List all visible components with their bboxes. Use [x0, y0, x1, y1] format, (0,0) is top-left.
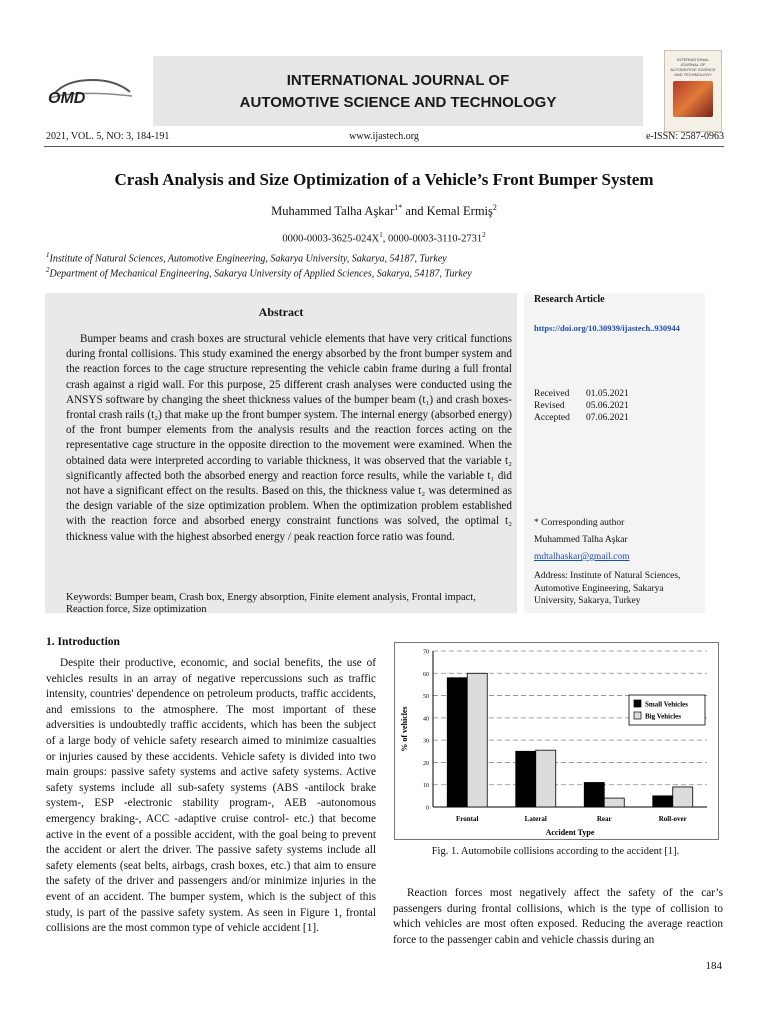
- bar-small-vehicles-lateral: [516, 751, 536, 807]
- author-2-sup: 2: [492, 203, 497, 212]
- orcid-ids: [44, 231, 724, 245]
- accepted-date: 07.06.2021: [586, 413, 629, 423]
- bar-big-vehicles-rear: [604, 798, 624, 807]
- revised-date: 05.06.2021: [586, 401, 629, 411]
- orcid-2: 0000-0003-3110-2731: [387, 233, 483, 245]
- x-tick-label: Roll-over: [658, 815, 687, 823]
- affiliation-2-sup: 2: [46, 266, 50, 274]
- keywords: Keywords: Bumper beam, Crash box, Energy absorption, Finite element analysis, Frontal impact, Reaction force, Size optimization: [66, 592, 476, 615]
- author-and: and: [402, 204, 427, 219]
- author-1: Muhammed Talha Aşkar: [271, 204, 395, 219]
- y-tick-label: 50: [423, 694, 429, 701]
- cover-artwork: [673, 81, 713, 117]
- corresponding-label: * Corresponding author: [534, 518, 625, 528]
- right-column-paragraph: Reaction forces most negatively affect the safety of the car’s passengers during frontal collisions, which is the type of collision to which vehicles are most often exposed. Reducing the average reaction force to the passenger cabin and vehicle chassis during an: [393, 887, 723, 946]
- eissn: e-ISSN: 2587-0963: [645, 131, 724, 142]
- journal-cover-image: [664, 50, 722, 132]
- y-tick-label: 70: [423, 649, 429, 656]
- affiliation-2-text: Department of Mechanical Engineering, Sakarya University of Applied Sciences, Sakarya, 54187, Turkey: [49, 268, 472, 280]
- figure-caption: Fig. 1. Automobile collisions according to the accident [1].: [431, 846, 680, 857]
- orcid-1-sup: 1: [379, 231, 383, 239]
- article-info-sidebar: [524, 293, 705, 613]
- bar-small-vehicles-rear: [584, 782, 604, 807]
- orcid-1: 0000-0003-3625-024X: [282, 233, 380, 245]
- article-type: Research Article: [534, 294, 605, 305]
- legend-swatch: [634, 712, 641, 719]
- journal-title: [153, 70, 643, 114]
- cover-text: INTERNATIONAL JOURNAL OF AUTOMOTIVE SCIENCE AND TECHNOLOGY: [670, 57, 716, 77]
- x-tick-label: Frontal: [456, 815, 479, 823]
- figure-1: [394, 642, 719, 840]
- accident-type-bar-chart: [395, 643, 718, 839]
- revised-label: Revised: [534, 401, 565, 411]
- legend-box: [629, 695, 705, 725]
- bar-small-vehicles-frontal: [447, 678, 467, 807]
- y-tick-label: 60: [423, 671, 429, 678]
- y-tick-label: 0: [426, 805, 429, 812]
- journal-website[interactable]: www.ijastech.org: [349, 131, 419, 142]
- author-2: Kemal Ermiş: [426, 204, 493, 219]
- bar-small-vehicles-roll-over: [653, 796, 673, 807]
- affiliation-2: [46, 266, 472, 279]
- logo-text: OMD: [48, 90, 86, 107]
- orcid-separator: ,: [382, 233, 388, 245]
- header-divider: [44, 146, 724, 147]
- omd-logo: [46, 72, 136, 112]
- affiliation-1-sup: 1: [46, 251, 50, 259]
- orcid-2-sup: 2: [482, 231, 486, 239]
- section-heading: 1. Introduction: [46, 636, 120, 648]
- legend-label: Big Vehicles: [645, 712, 681, 721]
- journal-title-line2: AUTOMOTIVE SCIENCE AND TECHNOLOGY: [239, 94, 557, 111]
- page-number: 184: [705, 960, 722, 972]
- legend-label: Small Vehicles: [645, 700, 688, 709]
- abstract-heading: Abstract: [258, 305, 304, 319]
- corresponding-address: Address: Institute of Natural Sciences, Automotive Engineering, Sakarya University, Sakarya, Turkey: [534, 571, 681, 606]
- y-tick-label: 40: [423, 716, 429, 723]
- authors: [44, 203, 724, 219]
- y-tick-label: 30: [423, 738, 429, 745]
- legend-swatch: [634, 700, 641, 707]
- y-tick-label: 20: [423, 760, 429, 767]
- volume-info: 2021, VOL. 5, NO: 3, 184-191: [46, 131, 170, 142]
- y-axis-label: % of vehicles: [400, 706, 409, 752]
- bar-big-vehicles-frontal: [467, 673, 487, 807]
- doi-link[interactable]: https://doi.org/10.30939/ijastech..930944: [534, 323, 680, 333]
- journal-title-line1: INTERNATIONAL JOURNAL OF: [286, 72, 510, 89]
- affiliation-1-text: Institute of Natural Sciences, Automotive Engineering, Sakarya University, Sakarya, 54187, Turkey: [49, 253, 447, 265]
- received-date: 01.05.2021: [586, 389, 629, 399]
- y-tick-label: 10: [423, 783, 429, 790]
- affiliation-1: [46, 251, 447, 264]
- bar-big-vehicles-roll-over: [673, 787, 693, 807]
- received-label: Received: [534, 389, 570, 399]
- accepted-label: Accepted: [534, 413, 570, 423]
- x-tick-label: Lateral: [524, 815, 547, 823]
- bar-big-vehicles-lateral: [536, 750, 556, 807]
- abstract-text: Bumper beams and crash boxes are structural vehicle elements that have very critical functions during frontal collisions. This study examined the energy absorbed by the front bumper system and the reaction forces to the cage structure representing the vehicle cabin frame during a full frontal crash against a rigid wall. For this purpose, 25 different crash analyses were conducted using the ANSYS software by changing the sheet thickness values of the bumper beam (t₁) and crash boxes-frontal crash rails (t₂) that make up the front bumper system. The internal energy (absorbed energy) of the front bumper elements from the analysis results and the reaction forces acting on the representative cage structure in the opposite direction to the movement were examined. When the obtained data were interpreted according to variable thickness, it was observed that the variable t₂ significantly affected both the absorbed energy and reaction force results, while the variable t₁ did not have a significant effect on the results. Based on this, the thickness value t₂ was determined as the design variable of the size optimization problem. When the optimization problem established with the reaction force and absorbed energy constraint functions was solved, the optimal t₂ thickness value with the highest absorbed energy / peak reaction force ratio was found.: [66, 333, 512, 543]
- corresponding-name: Muhammed Talha Aşkar: [534, 535, 628, 545]
- x-tick-label: Rear: [596, 815, 612, 823]
- paper-title: Crash Analysis and Size Optimization of a Vehicle’s Front Bumper System: [114, 170, 654, 189]
- x-axis-label: Accident Type: [545, 828, 595, 837]
- author-1-sup: 1*: [394, 203, 403, 212]
- intro-paragraph: Despite their productive, economic, and social benefits, the use of vehicles results in an array of negative repercussions such as traffic intensity, countries' dependence on petroleum products, traffic accidents, and emissions to the atmosphere. The most important of these adversities is undoubtedly traffic accidents, which has been the subject of a large body of vehicle safety research aimed to minimize casualties or injuries caused by these accidents. Vehicle safety is divided into two main groups: passive safety systems and active safety systems. Active safety systems include all sub-safety systems (ABS -antilock brake system-, ESP -electronic stability program-, AEB -autonomous emergency braking-, ACC -adaptive cruise control- etc.) that become active in the event of a possible accident, with the goal being to prevent the accident or alert the driver. The passive safety systems include all safety elements (seat belts, airbags, crash boxes, etc.) that aim to ensure the safety of the driver and passengers and/or minimize injuries in the event of an accident. The bumper system, which is the subject of this study, is part of the passive safety system. As seen in Figure 1, frontal collisions are the most common type of vehicle accident [1].: [46, 657, 376, 935]
- corresponding-email[interactable]: mdtalhaskar@gmail.com: [534, 552, 630, 562]
